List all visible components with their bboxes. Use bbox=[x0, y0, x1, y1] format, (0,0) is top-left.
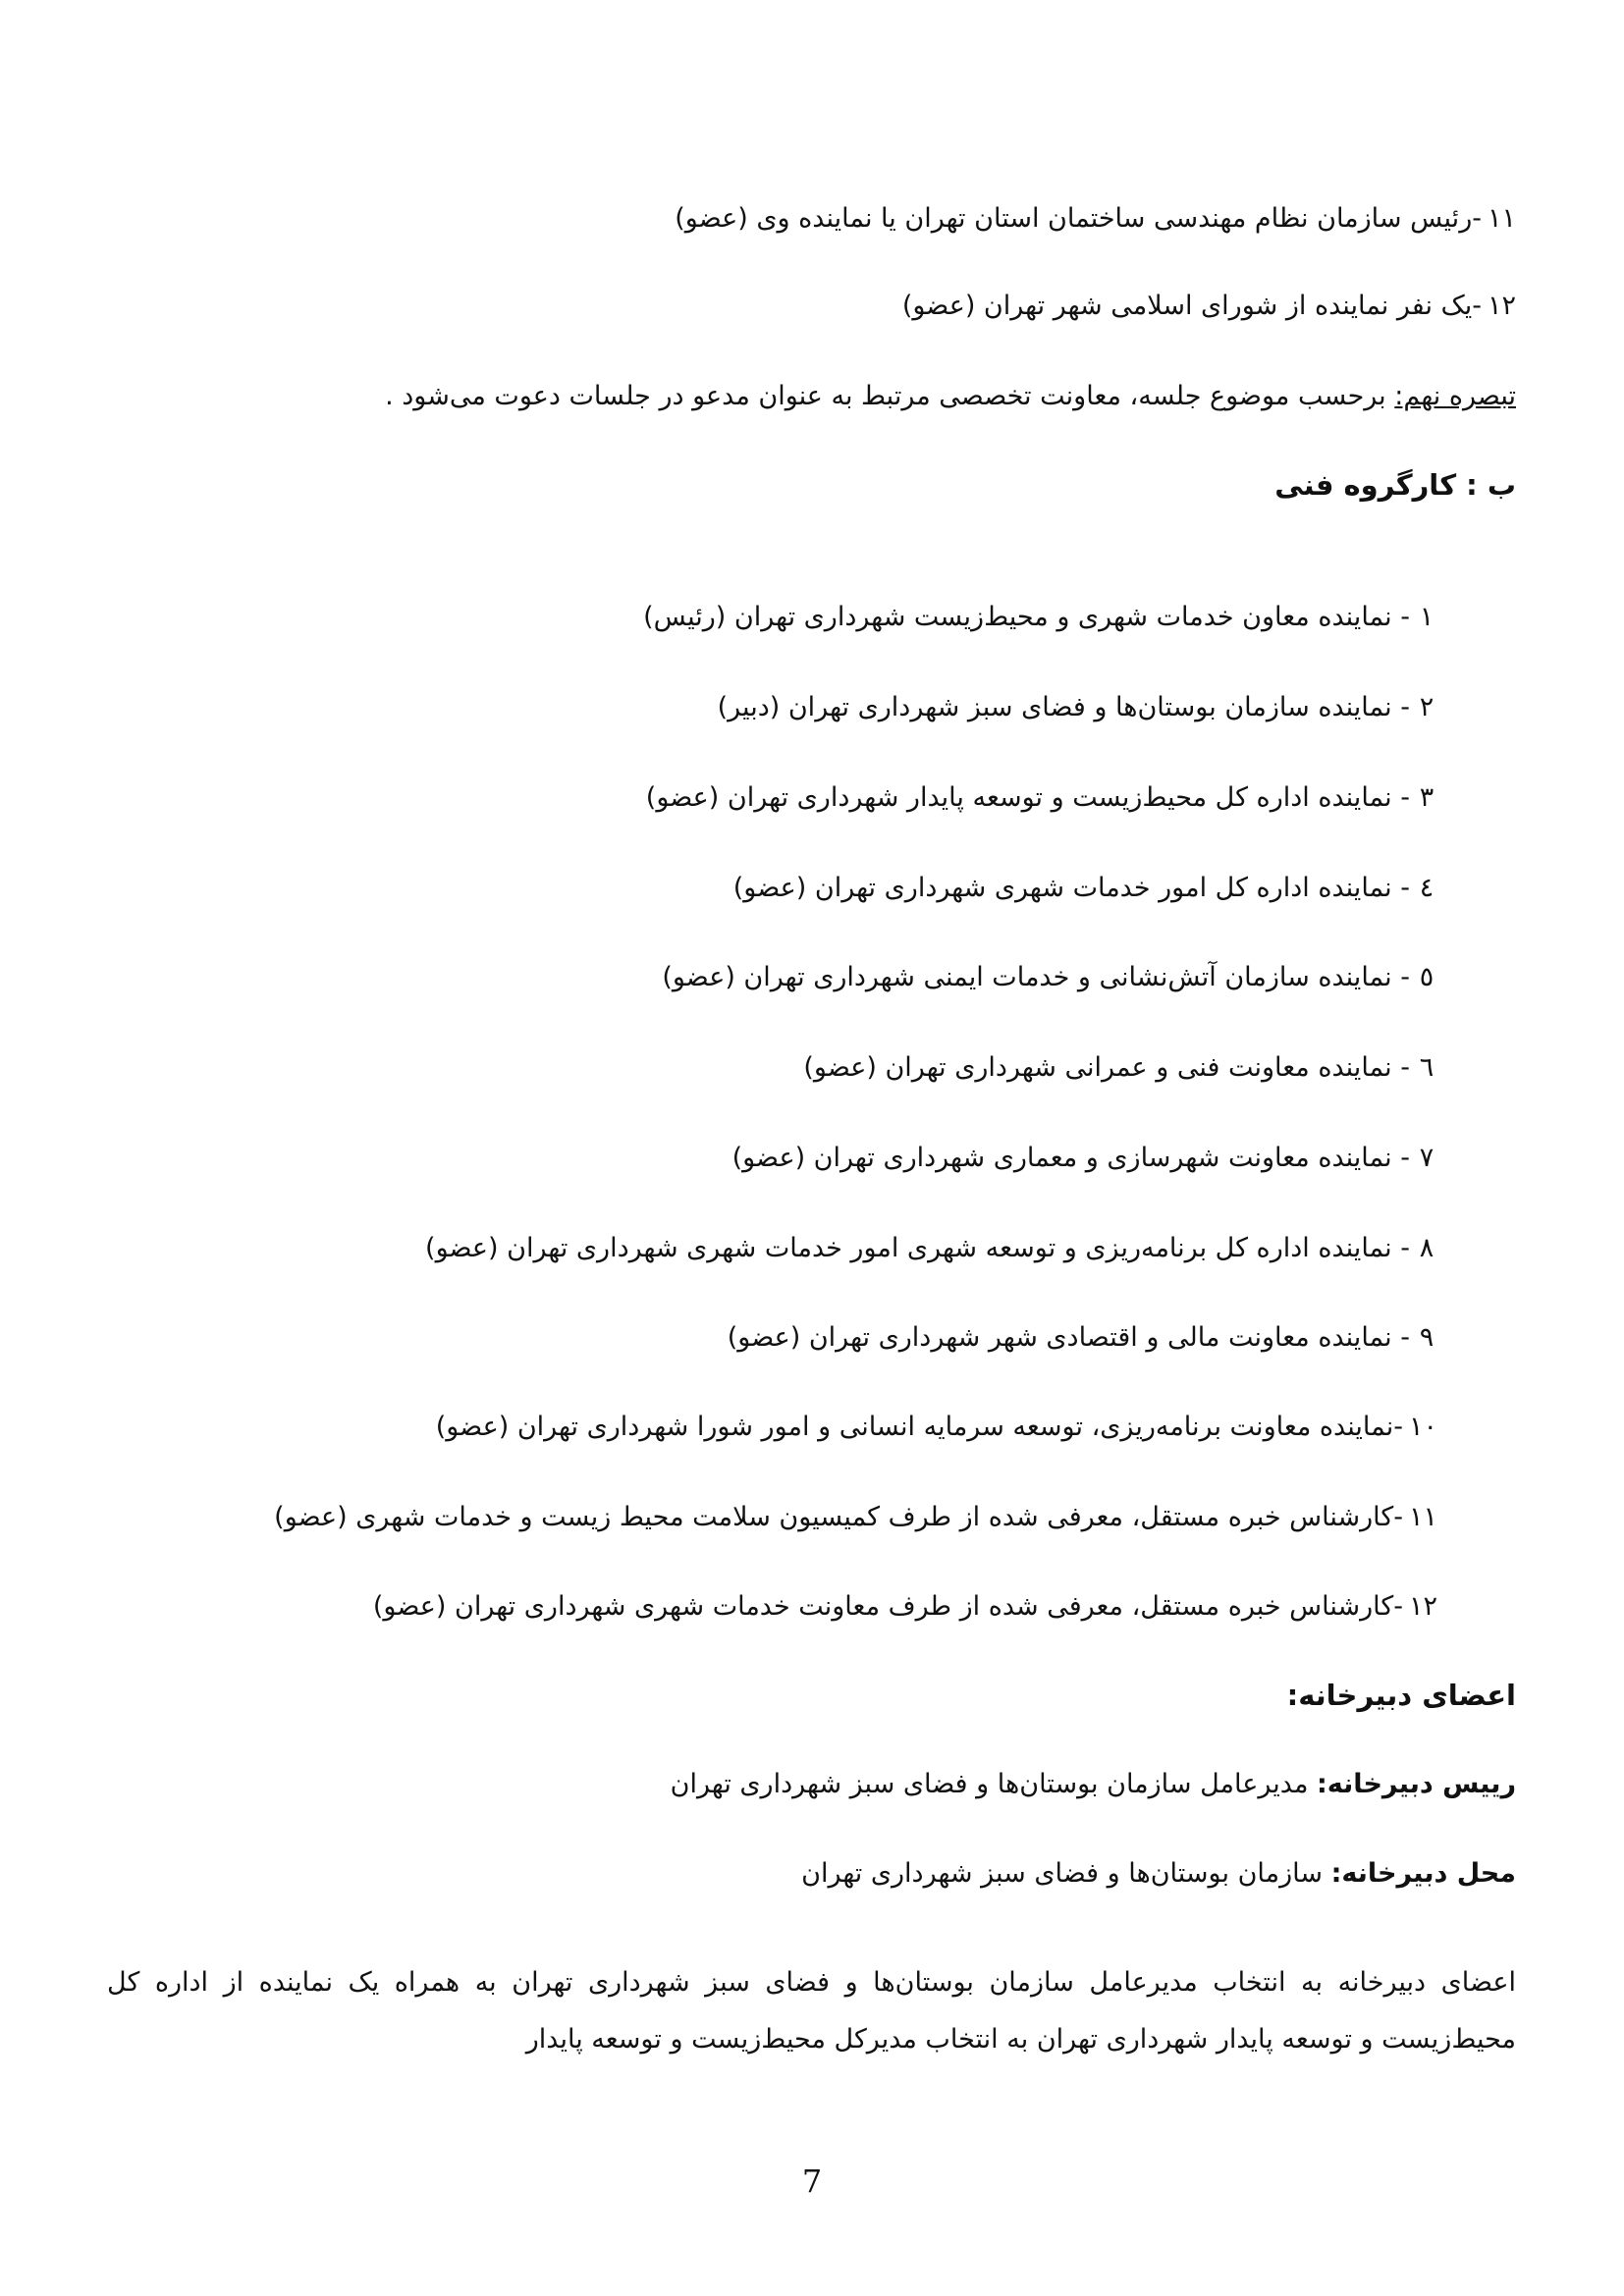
technical-item-10 bbox=[63, 1408, 1437, 1447]
technical-item-9 bbox=[63, 1318, 1437, 1358]
item-number: ۱۲ bbox=[1408, 1591, 1437, 1622]
item-number: ۱۰ bbox=[1408, 1412, 1437, 1442]
technical-item-6 bbox=[63, 1048, 1437, 1088]
technical-item-12 bbox=[63, 1587, 1437, 1627]
item-number: ٤ bbox=[1419, 873, 1435, 903]
item-number: ۱۲ bbox=[1487, 291, 1516, 321]
technical-item-7 bbox=[63, 1139, 1437, 1178]
item-number: ۲ bbox=[1419, 692, 1435, 722]
item-number: ٦ bbox=[1419, 1052, 1435, 1083]
technical-item-8 bbox=[63, 1229, 1437, 1268]
item-text: -نماینده معاونت برنامه‌ریزی، توسعه سرمایه انسانی و امور شورا شهرداری تهران (عضو) bbox=[435, 1412, 1403, 1442]
secretariat-heading: اعضای دبیرخانه: bbox=[1286, 1679, 1516, 1712]
committee-member-12 bbox=[122, 287, 1516, 326]
note-label: تبصره نهم: bbox=[1394, 381, 1516, 411]
secretariat-location-label: محل دبیرخانه: bbox=[1330, 1858, 1516, 1889]
item-number: ۱۱ bbox=[1408, 1502, 1437, 1532]
secretariat-location-value: سازمان بوستان‌ها و فضای سبز شهرداری تهران bbox=[801, 1858, 1331, 1889]
technical-item-4 bbox=[63, 869, 1437, 908]
secretariat-head-label: رییس دبیرخانه: bbox=[1317, 1769, 1516, 1799]
item-text: - نماینده معاونت شهرسازی و معماری شهرداری تهران (عضو) bbox=[731, 1143, 1410, 1173]
item-number: ٥ bbox=[1419, 962, 1435, 992]
item-text: - نماینده اداره کل امور خدمات شهری شهرداری تهران (عضو) bbox=[732, 873, 1410, 903]
item-number: ۳ bbox=[1419, 782, 1435, 813]
technical-item-11 bbox=[63, 1498, 1437, 1537]
item-number: ۱ bbox=[1419, 602, 1435, 632]
page-number: 7 bbox=[801, 2163, 823, 2200]
item-text: - نماینده اداره کل محیط‌زیست و توسعه پایدار شهرداری تهران (عضو) bbox=[645, 782, 1410, 813]
technical-item-2 bbox=[63, 688, 1437, 727]
note-text: برحسب موضوع جلسه، معاونت تخصصی مرتبط به عنوان مدعو در جلسات دعوت می‌شود . bbox=[385, 381, 1395, 411]
note-line bbox=[122, 377, 1516, 416]
item-number: ۸ bbox=[1419, 1233, 1435, 1263]
committee-member-11 bbox=[122, 199, 1516, 239]
item-text: - نماینده سازمان آتش‌نشانی و خدمات ایمنی شهرداری تهران (عضو) bbox=[662, 962, 1410, 992]
item-text: -رئیس سازمان نظام مهندسی ساختمان استان تهران یا نماینده وی (عضو) bbox=[675, 203, 1482, 234]
secretariat-paragraph: اعضای دبیرخانه به انتخاب مدیرعامل سازمان بوستان‌ها و فضای سبز شهرداری تهران به همراه یک نماینده از اداره کل محیط‌زیست و توسعه پایدار شهرداری تهران به انتخاب مدیرکل محیط‌زیست و توسعه پایدار bbox=[107, 1967, 1516, 2055]
technical-item-5 bbox=[63, 958, 1437, 997]
item-text: - نماینده سازمان بوستان‌ها و فضای سبز شهرداری تهران (دبیر) bbox=[717, 692, 1410, 722]
secretariat-location-line bbox=[122, 1854, 1516, 1894]
item-text: -کارشناس خبره مستقل، معرفی شده از طرف کمیسیون سلامت محیط زیست و خدمات شهری (عضو) bbox=[274, 1502, 1403, 1532]
item-text: - نماینده معاونت مالی و اقتصادی شهر شهرداری تهران (عضو) bbox=[727, 1322, 1410, 1353]
technical-item-3 bbox=[63, 778, 1437, 818]
item-text: - نماینده معاون خدمات شهری و محیط‌زیست شهرداری تهران (رئیس) bbox=[643, 602, 1410, 632]
item-text: -کارشناس خبره مستقل، معرفی شده از طرف معاونت خدمات شهری شهرداری تهران (عضو) bbox=[372, 1591, 1403, 1622]
item-text: - نماینده اداره کل برنامه‌ریزی و توسعه شهری امور خدمات شهری شهرداری تهران (عضو) bbox=[425, 1233, 1410, 1263]
item-number: ۱۱ bbox=[1487, 203, 1516, 234]
item-text: -یک نفر نماینده از شورای اسلامی شهر تهران (عضو) bbox=[901, 291, 1482, 321]
technical-item-1 bbox=[63, 598, 1437, 637]
item-number: ۹ bbox=[1419, 1322, 1435, 1353]
item-text: - نماینده معاونت فنی و عمرانی شهرداری تهران (عضو) bbox=[803, 1052, 1410, 1083]
item-number: ۷ bbox=[1419, 1143, 1435, 1173]
technical-group-heading: ب : کارگروه فنی bbox=[1274, 468, 1516, 502]
secretariat-head-value: مدیرعامل سازمان بوستان‌ها و فضای سبز شهرداری تهران bbox=[670, 1769, 1317, 1799]
secretariat-head-line bbox=[122, 1765, 1516, 1804]
